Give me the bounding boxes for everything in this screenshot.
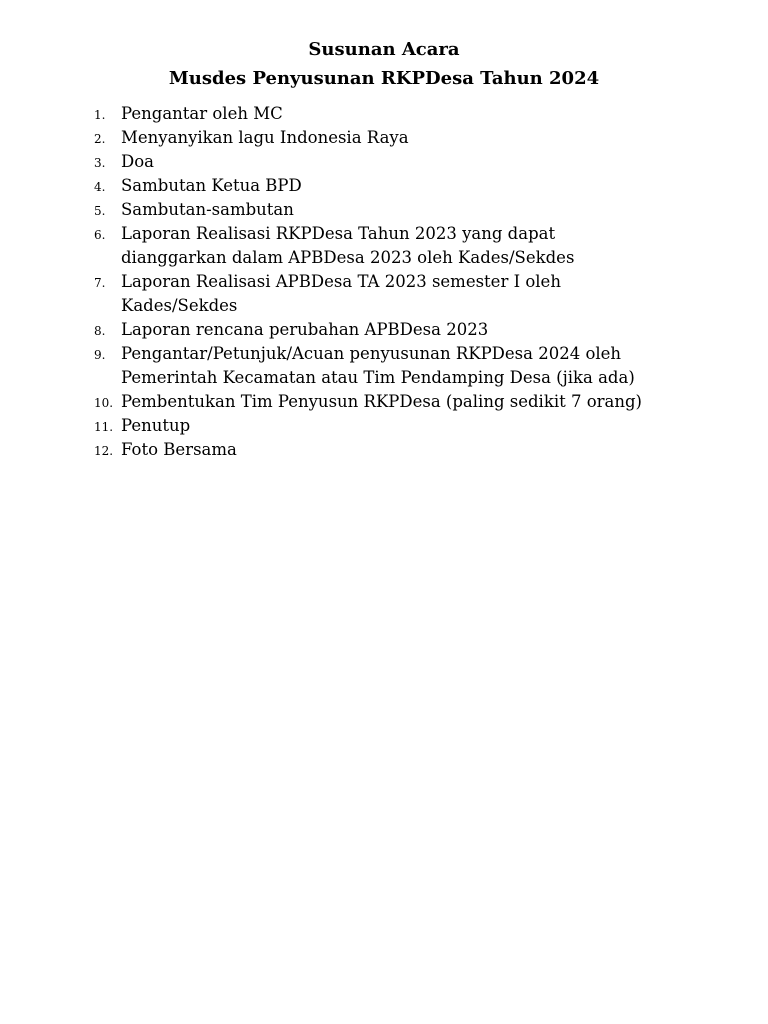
agenda-item [0, 222, 681, 270]
agenda-item-text: Pembentukan Tim Penyusun RKPDesa (paling sedikit 7 orang) [121, 392, 642, 411]
document-title: Susunan Acara [308, 39, 460, 60]
agenda-item-number: 4. [94, 180, 106, 194]
agenda-item [0, 414, 681, 438]
agenda-item [0, 270, 681, 318]
agenda-item-text: Laporan rencana perubahan APBDesa 2023 [121, 320, 489, 339]
agenda-item-number: 8. [94, 324, 106, 338]
agenda-item-number: 5. [94, 204, 106, 218]
agenda-item-text: Penutup [121, 416, 191, 435]
agenda-item-number: 10. [94, 396, 114, 410]
agenda-item-number: 11. [94, 420, 114, 434]
agenda-item [0, 198, 681, 222]
agenda-item [0, 174, 681, 198]
agenda-item-text: Pengantar/Petunjuk/Acuan penyusunan RKPDesa 2024 oleh Pemerintah Kecamatan atau Tim Pendamping Desa (jika ada) [121, 344, 635, 387]
agenda-item-text: Pengantar oleh MC [121, 104, 283, 123]
agenda-item-text: Laporan Realisasi APBDesa TA 2023 semester I oleh Kades/Sekdes [121, 272, 561, 315]
agenda-item [0, 102, 681, 126]
title-block [0, 35, 768, 93]
agenda-item [0, 150, 681, 174]
agenda-item-text: Foto Bersama [121, 440, 237, 459]
agenda-item [0, 438, 681, 462]
document-subtitle: Musdes Penyusunan RKPDesa Tahun 2024 [168, 68, 600, 89]
agenda-item-number: 12. [94, 444, 114, 458]
agenda-item-number: 2. [94, 132, 106, 146]
agenda-item [0, 318, 681, 342]
agenda-item [0, 342, 681, 390]
agenda-item [0, 390, 681, 414]
agenda-item-number: 9. [94, 348, 106, 362]
agenda-list [0, 102, 768, 462]
agenda-item-number: 3. [94, 156, 106, 170]
agenda-item-number: 6. [94, 228, 106, 242]
agenda-item-text: Doa [121, 152, 154, 171]
agenda-item-number: 1. [94, 108, 106, 122]
agenda-item-number: 7. [94, 276, 106, 290]
agenda-item-text: Laporan Realisasi RKPDesa Tahun 2023 yang dapat dianggarkan dalam APBDesa 2023 oleh Kades/Sekdes [121, 224, 575, 267]
agenda-item-text: Menyanyikan lagu Indonesia Raya [121, 128, 409, 147]
agenda-item [0, 126, 681, 150]
agenda-item-text: Sambutan Ketua BPD [121, 176, 302, 195]
agenda-item-text: Sambutan-sambutan [121, 200, 294, 219]
